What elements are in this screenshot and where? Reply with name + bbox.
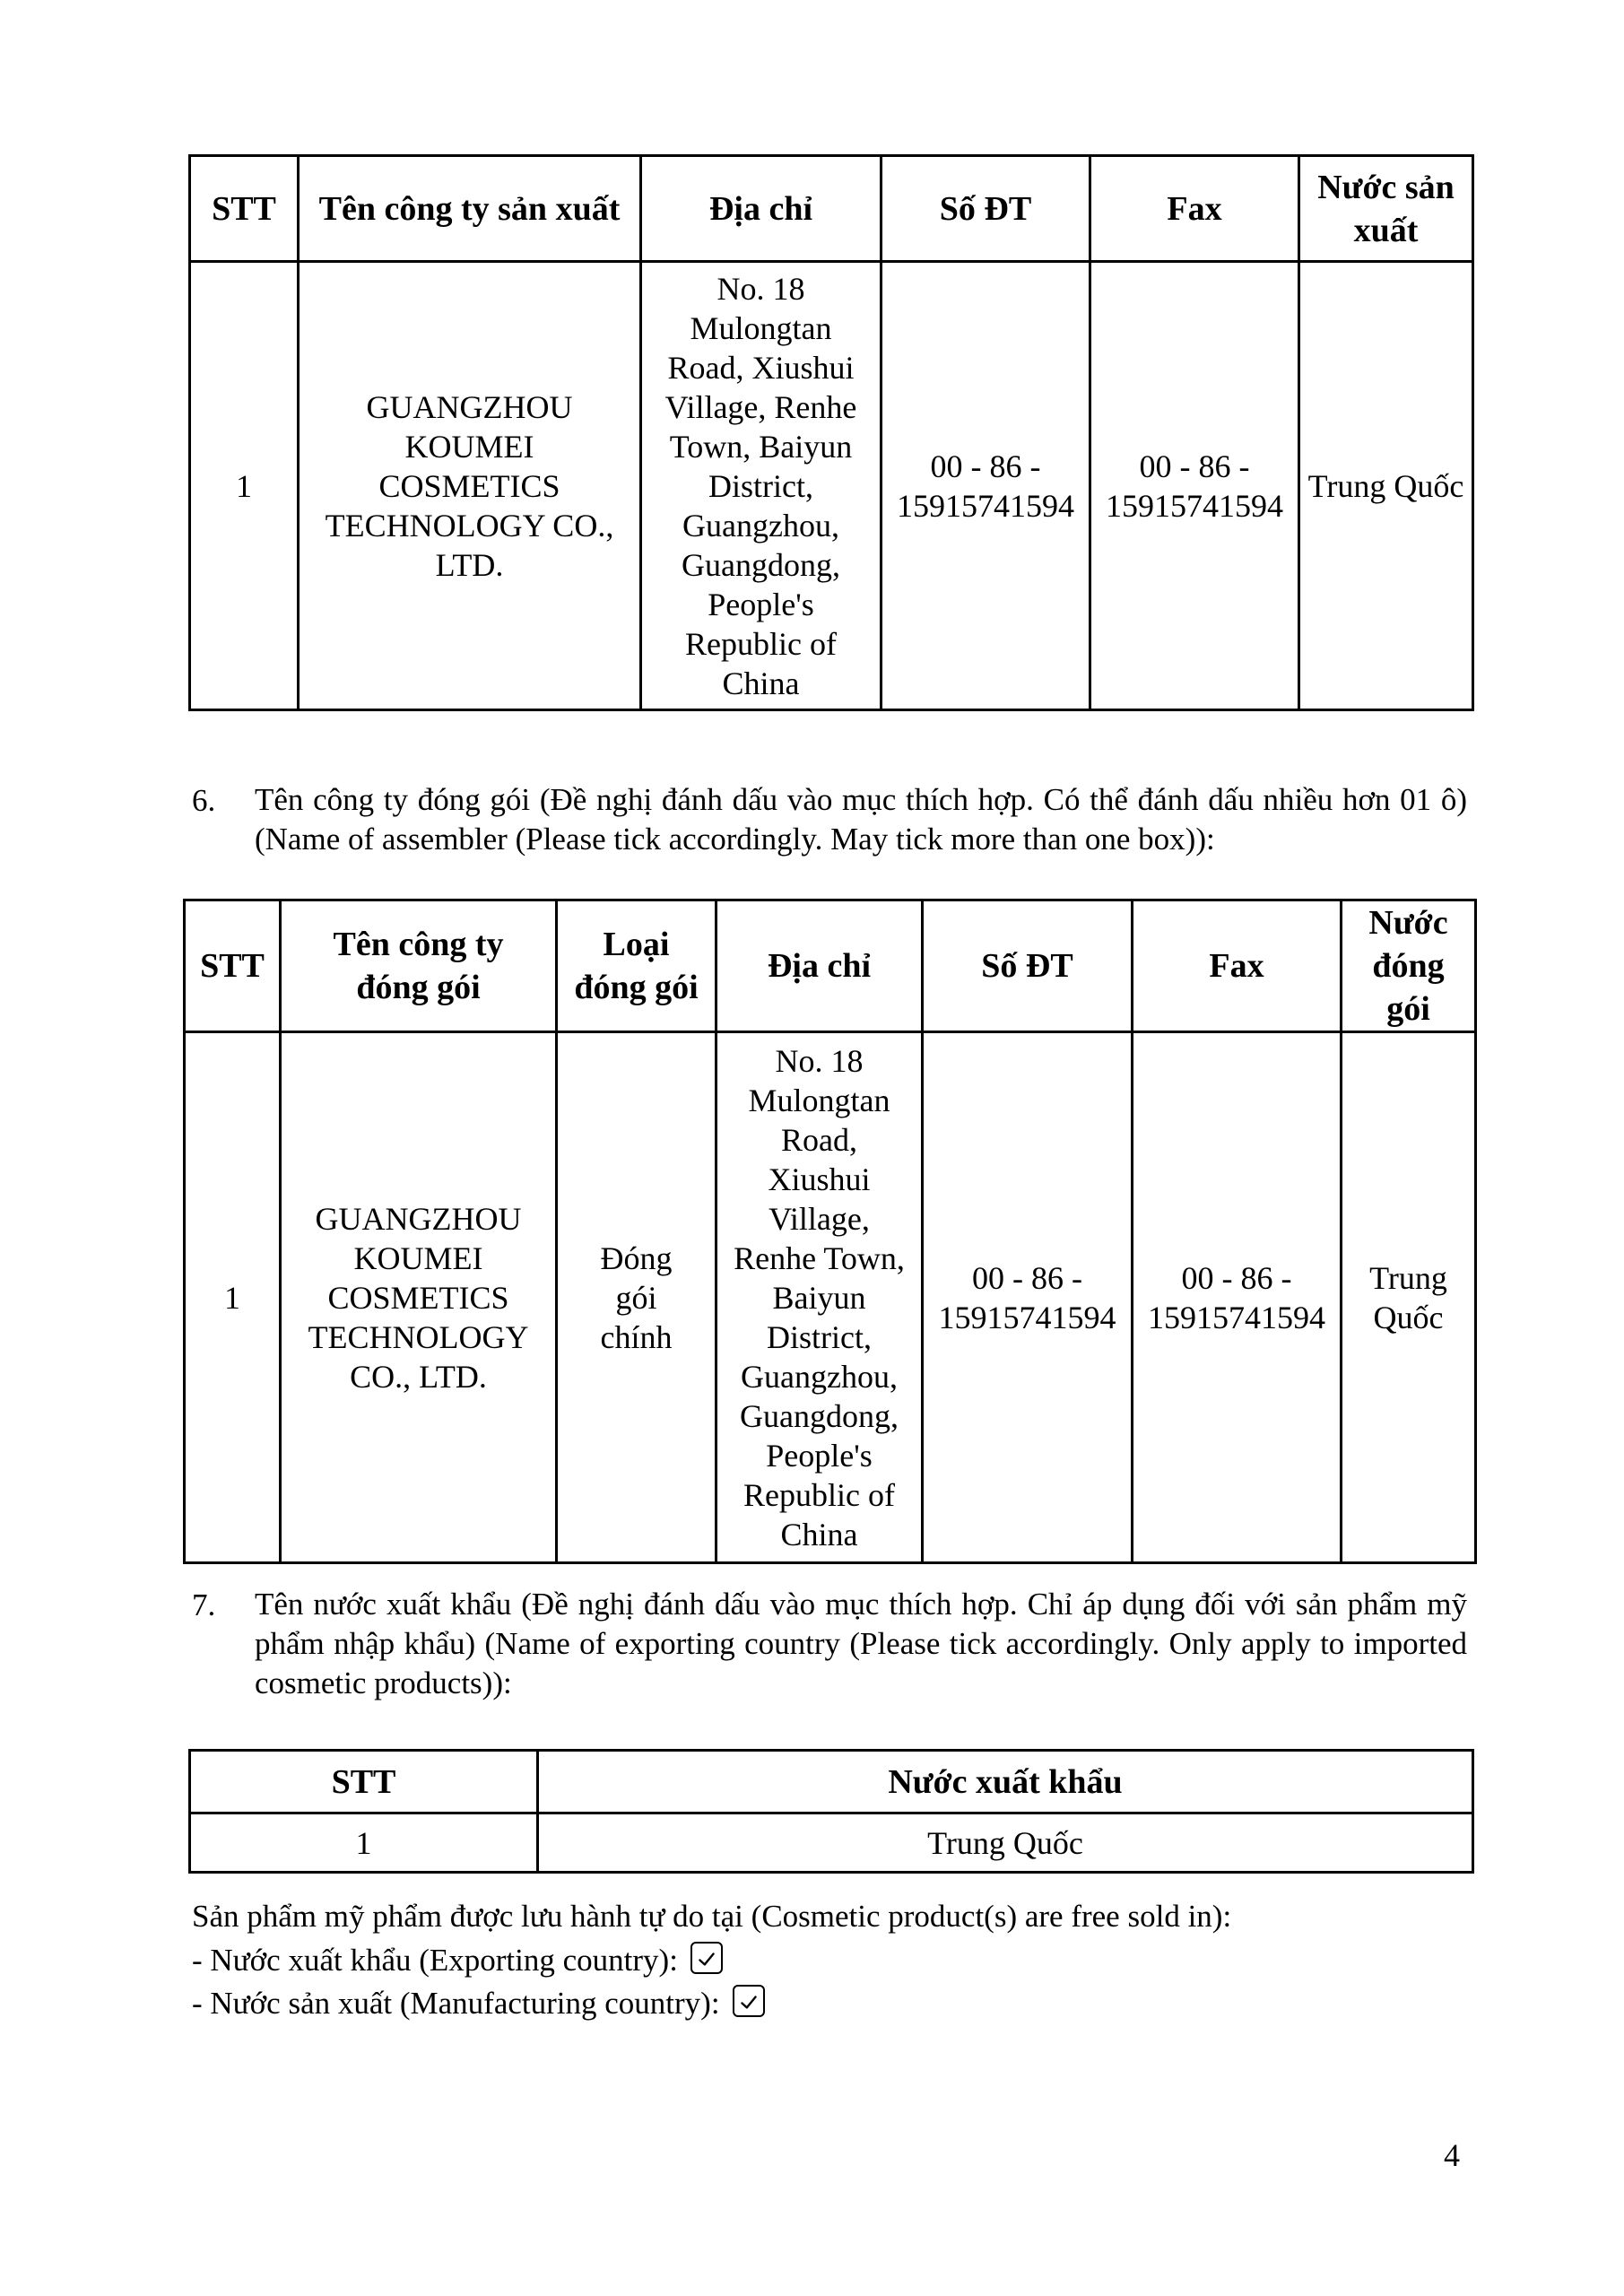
check-icon — [695, 1948, 718, 1971]
cell-phone: 00 - 86 - 15915741594 — [923, 1032, 1133, 1563]
cell-export-country: Trung Quốc — [538, 1813, 1473, 1873]
check-icon — [737, 1991, 760, 2014]
table-row — [185, 1032, 1476, 1563]
cell-address: No. 18 Mulongtan Road, Xiushui Village, Renhe Town, Baiyun District, Guangzhou, Guangdong, People's Republic of China — [716, 1032, 923, 1563]
cell-country: Trung Quốc — [1342, 1032, 1476, 1563]
cell-stt: 1 — [190, 1813, 538, 1873]
export-country-table — [188, 1749, 1474, 1874]
section-6-number: 6. — [192, 783, 216, 818]
header-export-country: Nước xuất khẩu — [538, 1751, 1473, 1813]
header-address: Địa chỉ — [641, 156, 881, 262]
table-header-row — [185, 900, 1476, 1032]
header-fax: Fax — [1090, 156, 1299, 262]
header-country: Nước đóng gói — [1342, 900, 1476, 1032]
cell-country: Trung Quốc — [1299, 262, 1473, 710]
table-row — [190, 1813, 1473, 1873]
free-sale-exporting-label: - Nước xuất khẩu (Exporting country): — [192, 1943, 678, 1978]
table-row — [190, 262, 1473, 710]
cell-stt: 1 — [190, 262, 299, 710]
header-company: Tên công ty sản xuất — [299, 156, 641, 262]
cell-company: GUANGZHOU KOUMEI COSMETICS TECHNOLOGY CO., LTD. — [281, 1032, 557, 1563]
header-phone: Số ĐT — [881, 156, 1090, 262]
cell-fax: 00 - 86 - 15915741594 — [1090, 262, 1299, 710]
cell-company: GUANGZHOU KOUMEI COSMETICS TECHNOLOGY CO., LTD. — [299, 262, 641, 710]
header-company: Tên công ty đóng gói — [281, 900, 557, 1032]
free-sale-manufacturing-label: - Nước sản xuất (Manufacturing country): — [192, 1986, 720, 2021]
header-fax: Fax — [1133, 900, 1342, 1032]
table-header-row — [190, 156, 1473, 262]
manufacturer-table — [188, 154, 1474, 711]
header-stt: STT — [190, 1751, 538, 1813]
table-header-row — [190, 1751, 1473, 1813]
header-stt: STT — [185, 900, 281, 1032]
cell-address: No. 18 Mulongtan Road, Xiushui Village, Renhe Town, Baiyun District, Guangzhou, Guangdong, People's Republic of China — [641, 262, 881, 710]
header-country: Nước sản xuất — [1299, 156, 1473, 262]
free-sale-manufacturing — [192, 1986, 765, 2022]
header-stt: STT — [190, 156, 299, 262]
page-number: 4 — [1444, 2137, 1460, 2173]
section-6-text: Tên công ty đóng gói (Đề nghị đánh dấu vào mục thích hợp. Có thể đánh dấu nhiều hơn 01 ô) (Name of assembler (Please tick accordingly. May tick more than one box)): — [255, 782, 1467, 857]
header-phone: Số ĐT — [923, 900, 1133, 1032]
cell-stt: 1 — [185, 1032, 281, 1563]
free-sale-intro: Sản phẩm mỹ phẩm được lưu hành tự do tại (Cosmetic product(s) are free sold in): — [192, 1899, 1232, 1934]
section-7-text: Tên nước xuất khẩu (Đề nghị đánh dấu vào mục thích hợp. Chỉ áp dụng đối với sản phẩm mỹ phẩm nhập khẩu) (Name of exporting country (Please tick accordingly. Only apply to imported cosmetic products)): — [255, 1587, 1467, 1700]
manufacturing-country-checkbox[interactable] — [733, 1985, 765, 2017]
cell-phone: 00 - 86 - 15915741594 — [881, 262, 1090, 710]
assembler-table — [183, 899, 1477, 1564]
free-sale-exporting — [192, 1943, 723, 1979]
cell-type: Đóng gói chính — [557, 1032, 716, 1563]
cell-fax: 00 - 86 - 15915741594 — [1133, 1032, 1342, 1563]
section-7-number: 7. — [192, 1587, 216, 1622]
exporting-country-checkbox[interactable] — [690, 1942, 723, 1974]
header-address: Địa chỉ — [716, 900, 923, 1032]
header-type: Loại đóng gói — [557, 900, 716, 1032]
